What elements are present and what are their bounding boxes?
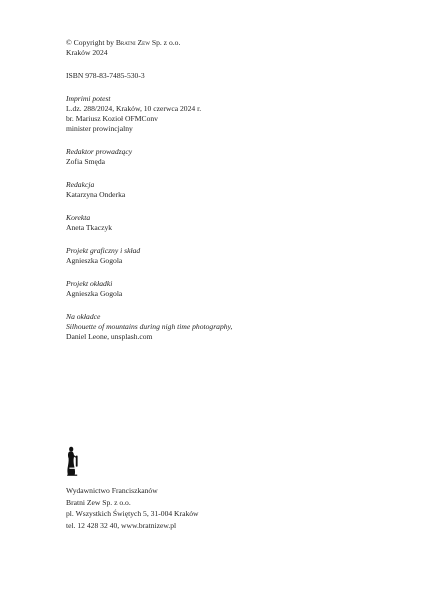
isbn: ISBN 978-83-7485-530-3 [66,71,145,80]
copyright-place-year: Kraków 2024 [66,48,108,57]
footer-line-2: Bratni Zew Sp. z o.o. [66,497,131,507]
copyright-block [66,38,396,58]
publisher-footer [66,485,396,531]
copyright-prefix: © Copyright by [66,38,116,47]
credit-role: Projekt okładki [66,279,113,288]
imprimi-line-1: L.dz. 288/2024, Kraków, 10 czerwca 2024 r. [66,104,202,113]
credit-name: Agnieszka Gogola [66,256,123,265]
copyright-publisher: Bratni Zew [115,38,150,47]
imprimi-heading: Imprimi potest [66,94,111,103]
credit-role: Redaktor prowadzący [66,147,133,156]
imprimi-line-2: br. Mariusz Kozioł OFMConv [66,114,158,123]
cover-heading: Na okładce [66,312,101,321]
credit-editor-in-charge [66,147,396,167]
footer-line-1: Wydawnictwo Franciszkanów [66,486,158,495]
isbn-block [66,71,396,81]
credit-cover-design [66,279,396,299]
copyright-suffix: Sp. z o.o. [149,38,181,47]
credit-name: Agnieszka Gogola [66,289,123,298]
franciscan-friar-silhouette-icon [65,446,81,476]
credit-name: Aneta Tkaczyk [66,223,113,232]
footer-line-4: tel. 12 428 32 40, www.bratnizew.pl [66,520,177,530]
credit-name: Katarzyna Onderka [66,190,126,199]
credit-proofreading [66,213,396,233]
imprimi-line-3: minister prowincjalny [66,124,133,133]
imprint-page [66,38,396,342]
credit-graphic-design [66,246,396,266]
credit-name: Zofia Smęda [66,157,106,166]
cover-block [66,312,396,342]
footer-line-3: pl. Wszystkich Świętych 5, 31-004 Kraków [66,509,199,518]
credit-editing [66,180,396,200]
cover-credit: Daniel Leone, unsplash.com [66,332,153,341]
credit-role: Redakcja [66,180,95,189]
copyright-line [66,38,396,48]
credit-role: Projekt graficzny i skład [66,246,141,255]
credit-role: Korekta [66,213,91,222]
cover-title: Silhouette of mountains during nigh time photography, [66,322,233,331]
imprimi-block [66,94,396,134]
